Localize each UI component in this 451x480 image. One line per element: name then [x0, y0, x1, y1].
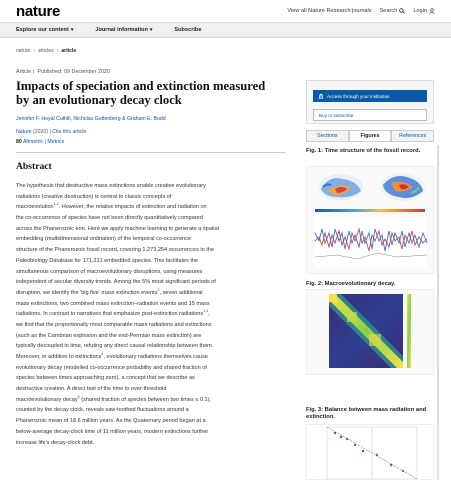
abstract-line: disruption, we identify the 'big five' mass extinction events$^3$, seven additional: [16, 288, 203, 296]
header-actions: [287, 8, 435, 14]
abstract-line: Paleobiology Database for 171,231 embedded species. This facilitates the: [16, 257, 199, 264]
abstract-line: the co-occurrence of species have not been directly quantitatively compared: [16, 215, 203, 222]
abstract-line: species between times approaching zero), a concept that we describe as: [16, 375, 195, 382]
article-type: Article: [16, 69, 31, 75]
divider: [16, 152, 286, 153]
abstract-line: (such as the Cambrian explosion and the end-Permian mass extinction) are: [16, 332, 202, 339]
reference-link[interactable]: 5: [77, 394, 80, 399]
journal-name[interactable]: Nature: [16, 129, 32, 135]
main-nav: [0, 22, 451, 38]
figure-2-image: [307, 290, 433, 374]
institution-access-label: Access through your institution: [327, 93, 390, 99]
tab-references[interactable]: References: [391, 130, 434, 141]
breadcrumb-item[interactable]: nature: [16, 48, 31, 54]
author-list[interactable]: Jennifer F. Hoyal Cuthill, Nicholas Guttenberg & Graham E. Budd: [16, 116, 166, 122]
figure-2-title[interactable]: Fig. 2: Macroevolutionary decay.: [306, 281, 396, 287]
abstract-line: macroevolution$^{1,2}$. However, the relative impacts of extinction and radiation on: [16, 202, 207, 211]
altmetric-count: 80: [16, 139, 22, 145]
article-meta: Article | Published: 09 December 2020: [16, 69, 110, 75]
abstract-line: typically decoupled in time, refuting any direct causal relationship between them.: [16, 343, 214, 350]
subscribe-link[interactable]: Subscribe: [174, 27, 202, 33]
abstract-line: macroevolutionary decay$^5$ (shared fraction of species between two times ≤ 0.1),: [16, 394, 211, 403]
published-date: Published: 09 December 2020: [37, 69, 110, 75]
explore-content-menu[interactable]: [16, 27, 73, 33]
sidebar-scrollbar[interactable]: [437, 145, 439, 480]
abstract-line: Phanerozoic mean of 18.6 million years. As the Quaternary period began at a: [16, 418, 206, 425]
abstract-line: structure of the Phanerozoic fossil record, covering 1,273,254 occurrences in the: [16, 247, 214, 254]
login-button[interactable]: [413, 8, 435, 14]
chevron-right-icon: ›: [33, 48, 35, 54]
reference-link[interactable]: 1,2: [53, 202, 59, 207]
figure-2-thumbnail[interactable]: [306, 289, 434, 375]
chevron-down-icon: ▾: [70, 27, 74, 33]
site-header: [0, 0, 451, 22]
citation-line: Nature (2020) | Cite this article: [16, 129, 87, 135]
abstract-line: increase life's decay-clock debt.: [16, 439, 95, 446]
login-label: Login: [413, 8, 427, 14]
nature-logo[interactable]: nature: [16, 2, 61, 20]
altmetric-link[interactable]: Altmetric: [22, 139, 44, 145]
figure-1-thumbnail[interactable]: [306, 166, 434, 274]
abstract-line: independent of secular diversity trends. Among the 5% most significant periods of: [16, 279, 216, 286]
abstract-line: Moreover, in addition to extinctions$^4$, evolutionary radiations themselves cause: [16, 352, 208, 360]
abstract-line: evolutionary decay (modelled co-occurrence probability and shared fraction of: [16, 364, 207, 371]
reference-link[interactable]: 3: [157, 288, 160, 293]
abstract-line: counted by the decay clock, reveals saw-toothed fluctuations around a: [16, 407, 189, 414]
breadcrumb-current: article: [61, 48, 77, 54]
metrics-line: 80 Altmetric | Metrics: [16, 139, 65, 145]
user-icon: [429, 8, 435, 14]
article-title: Impacts of speciation and extinction measured by an evolutionary decay clock: [16, 79, 266, 107]
explore-content-label: Explore our content: [16, 27, 69, 33]
figure-3-thumbnail[interactable]: [306, 424, 434, 480]
abstract-heading: Abstract: [16, 161, 52, 172]
reference-link[interactable]: 1,3: [203, 309, 209, 314]
search-button[interactable]: [380, 8, 406, 14]
metrics-link[interactable]: Metrics: [47, 139, 65, 145]
figure-3-title[interactable]: Fig. 3: Balance between mass radiation and extinction.: [306, 407, 427, 420]
sidebar-tabs: [306, 130, 434, 142]
journal-information-label: Journal information: [95, 27, 148, 33]
abstract-line: mass extinctions, two combined mass extinction–radiation events and 15 mass: [16, 300, 210, 307]
buy-subscribe-link[interactable]: Buy or subscribe: [313, 109, 427, 121]
tab-figures[interactable]: Figures: [349, 130, 392, 141]
abstract-line: radiations. In contrast to narratives that emphasize post-extinction radiations$^{1,3}$,: [16, 309, 210, 318]
abstract-line: The hypothesis that destructive mass extinctions enable creative evolutionary: [16, 183, 206, 189]
institution-access-button[interactable]: [313, 90, 427, 102]
abstract-line: simultaneous comparison of macroevolutionary disruptions, using measures: [16, 268, 203, 275]
abstract-line: we find that the proportionally most comparable mass radiations and extinctions: [16, 321, 212, 328]
breadcrumb: [16, 48, 76, 54]
reference-link[interactable]: 4: [101, 352, 104, 357]
figure-1-image: [307, 167, 433, 273]
journal-information-menu[interactable]: [95, 27, 152, 33]
search-icon: [399, 8, 405, 14]
abstract-line: embedding (multidimensional ordination) of the temporal co-occurrence: [16, 236, 192, 243]
institution-icon: [318, 93, 324, 99]
view-all-journals-link[interactable]: View all Nature Research journals: [287, 8, 372, 14]
journal-year: (2020): [33, 129, 49, 135]
search-label: Search: [379, 8, 398, 14]
abstract-line: below-average decay-clock time of 11 million years, modern extinctions further: [16, 428, 209, 435]
figure-3-image: [307, 425, 433, 479]
chevron-right-icon: ›: [56, 48, 59, 54]
tab-sections[interactable]: Sections: [306, 130, 349, 141]
breadcrumb-item[interactable]: articles: [37, 48, 54, 54]
access-panel: [306, 80, 434, 124]
abstract-line: radiations (creative destruction) is central to classic concepts of: [16, 193, 172, 200]
abstract-body: [16, 181, 286, 448]
abstract-line: across the Phanerozoic eon. Here we apply machine learning to generate a spatial: [16, 225, 219, 232]
abstract-line: destructive creation. A direct test of the time to over-threshold: [16, 386, 167, 393]
cite-link[interactable]: Cite this article: [52, 129, 87, 135]
figure-1-title[interactable]: Fig. 1: Time structure of the fossil record.: [306, 148, 421, 154]
chevron-down-icon: ▾: [149, 27, 153, 33]
